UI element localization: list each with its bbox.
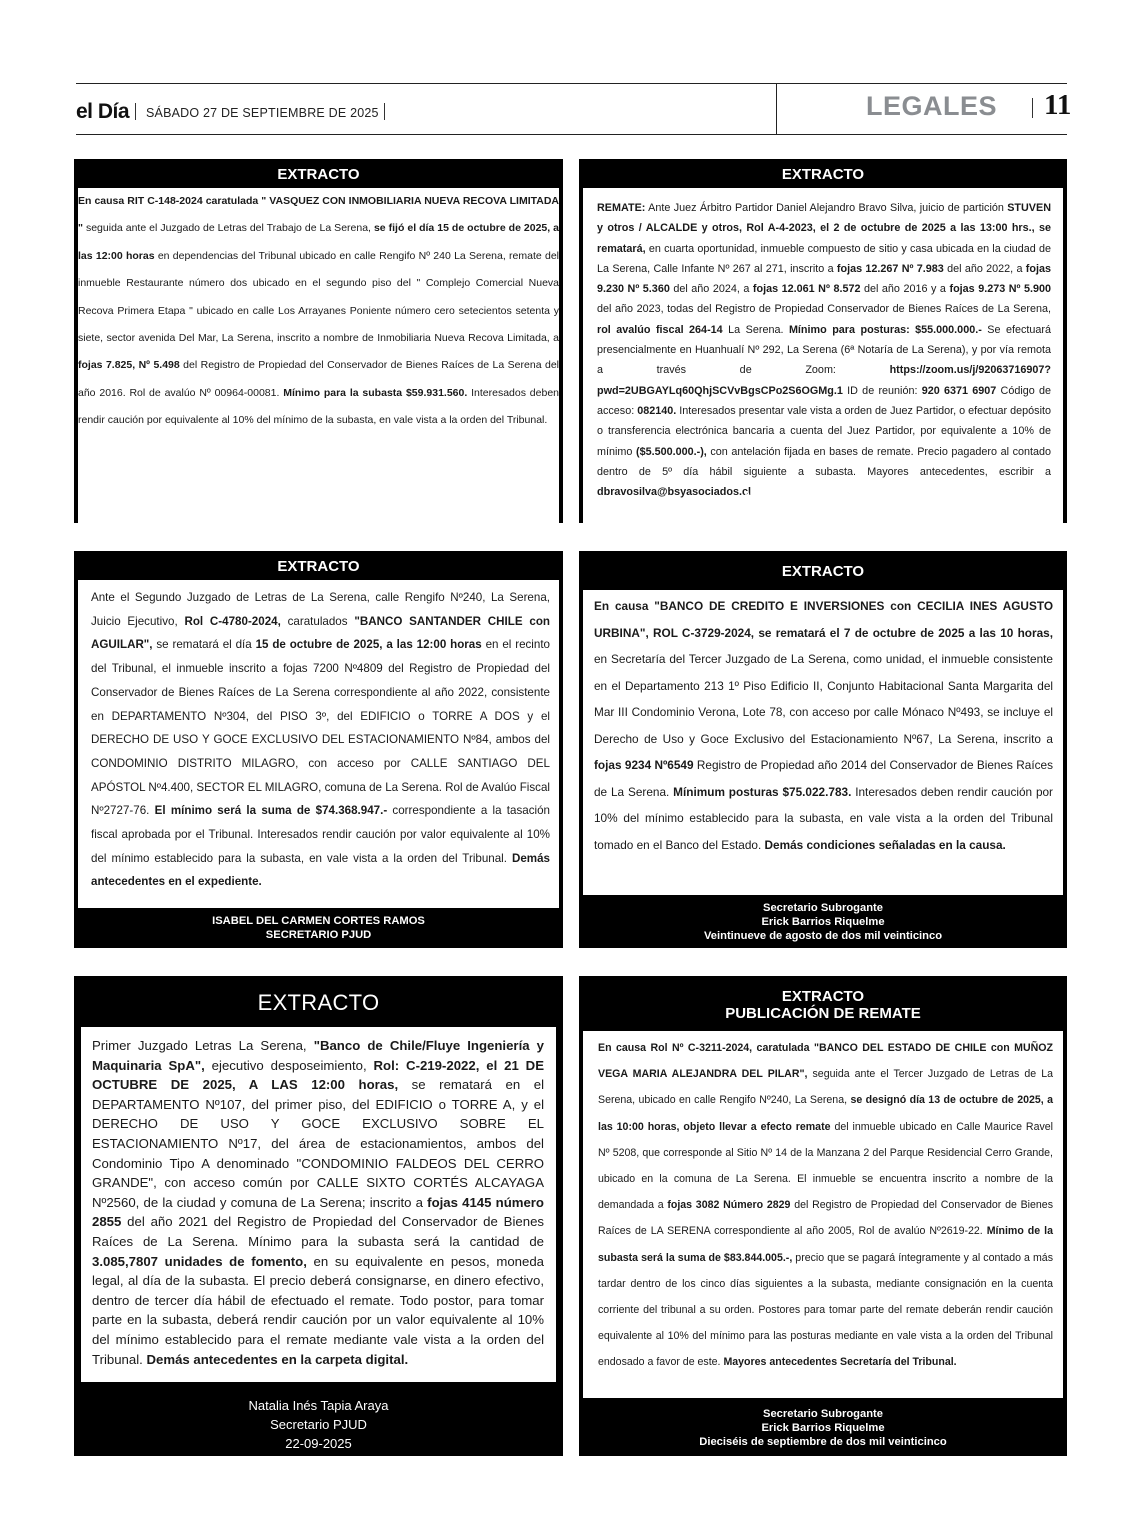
notice-box — [579, 976, 1067, 1456]
notice-box — [74, 976, 563, 1456]
header-bottom-rule — [76, 134, 1067, 135]
newspaper-logo: el Día — [76, 100, 130, 123]
signature-line: Alejandro Tomás Viada Ovalle — [743, 490, 903, 502]
header-separator — [1032, 98, 1033, 118]
signature-line: Secretario PJUD — [270, 1417, 367, 1432]
signature-line: Secretario Subrogante — [763, 1408, 883, 1420]
signature-line: 26-08-2025 — [794, 504, 852, 516]
page-number: 11 — [1044, 89, 1072, 121]
signature-line: 22-09-2025 — [285, 1436, 352, 1451]
signature-line: Erick Barrios Riquelme — [761, 916, 885, 928]
header-vertical-rule — [776, 84, 777, 134]
header-separator — [135, 103, 136, 120]
notice-box — [579, 551, 1067, 948]
notice-title: EXTRACTO — [257, 990, 380, 1015]
notice-signature — [74, 473, 563, 515]
notice-signature — [579, 1407, 1067, 1449]
notice-box — [74, 551, 563, 948]
signature-line: MARCELO ECHEVERRIA CASTRO — [227, 474, 410, 486]
signature-line: Uno de septiembre de dos mil veinticinco — [208, 502, 429, 514]
signature-line: Dieciséis de septiembre de dos mil veinticinco — [699, 1436, 947, 1448]
notice-body: En causa "BANCO DE CREDITO E INVERSIONES con CECILIA INES AGUSTO URBINA", ROL C-3729-2024, se rematará el 7 de octubre de 2025 a las 10 horas, en Secretaría del Tercer Juzgado de La Serena, como unidad, el inmueble consistente en el Departamento 213 1º Piso Edificio II, Conjunto Habitacional Santa Margarita del Mar III Condominio Verona, Lote 78, con acceso por calle Mónaco Nº493, se incluye el Derecho de Uso y Goce Exclusivo del Estacionamiento Nº67, La Serena, inscrito a fojas 9234 Nº6549 Registro de Propiedad año 2014 del Conservador de Bienes Raíces de La Serena. Mínimum posturas $75.022.783. Interesados deben rendir caución por 10% del mínimo establecido para la subasta, en vale vista a la orden del Tribunal tomado en el Banco del Estado. Demás condiciones señaladas en la causa. — [583, 590, 1063, 895]
signature-line: JEFE DE UNIDAD — [271, 488, 366, 500]
notice-title: EXTRACTO — [781, 166, 865, 183]
signature-line: Erick Barrios Riquelme — [761, 1422, 885, 1434]
notice-title: EXTRACTO — [277, 166, 360, 183]
signature-line: Natalia Inés Tapia Araya — [248, 1398, 389, 1413]
signature-line: SECRETARIO PJUD — [265, 929, 372, 941]
notice-signature — [579, 901, 1067, 943]
notice-title: EXTRACTO — [781, 563, 865, 580]
notice-body: En causa RIT C-148-2024 caratulada " VASQUEZ CON INMOBILIARIA NUEVA RECOVA LIMITADA " seguida ante el Juzgado de Letras del Trabajo de La Serena, se fijó el día 15 de octubre de 2025, a las 12:00 horas en dependencias del Tribunal ubicado en calle Rengifo Nº 240 La Serena, remate del inmueble Restaurante número dos ubicado en el segundo piso del " Complejo Comercial Nueva Recova Primera Etapa " ubicado en calle Los Arrayanes Poniente número cero setecientos setenta y siete, sector avenida Del Mar, La Serena, inscrito a nombre de Inmobiliaria Nueva Recova Limitada, a fojas 7.825, Nº 5.498 del Registro de Propiedad del Conservador de Bienes Raíces de La Serena del año 2016. Rol de avalúo Nº 00964-00081. Mínimo para la subasta $59.931.560. Interesados deben rendir caución por equivalente al 10% del mínimo de la subasta, en vale vista a la orden del Tribunal. — [78, 188, 559, 625]
notice-body: Primer Juzgado Letras La Serena, "Banco de Chile/Fluye Ingeniería y Maquinaria SpA", ejecutivo desposeimiento, Rol: C-219-2022, el 21 DE OCTUBRE DE 2025, A LAS 12:00 horas, se rematará en el DEPARTAMENTO Nº107, del primer piso, del EDIFICIO o TORRE A, y el DERECHO DE USO Y GOCE EXCLUSIVO SOBRE EL ESTACIONAMIENTO Nº17, del área de estacionamientos, ambos del Condominio Tipo A denominado "CONDOMINIO FALDEOS DEL CERRO GRANDE", con acceso común por CALLE SIXTO CORTÉS ALCAYAGA Nº2560, de la ciudad y comuna de La Serena; inscrito a fojas 4145 número 2855 del año 2021 del Registro de Propiedad del Conservador de Bienes Raíces de La Serena. Mínimo para la subasta será la cantidad de 3.085,7807 unidades de fomento, en su equivalente en pesos, moneda legal, al día de la subasta. El precio deberá consignarse, en dinero efectivo, dentro de tercer día hábil de efectuado el remate. Todo postor, para tomar parte en la subasta, deberá rendir caución por un valor equivalente al 10% del mínimo establecido para el remate mediante vale vista a la orden del Tribunal. Demás antecedentes en la carpeta digital. — [81, 1027, 556, 1382]
notice-box — [579, 159, 1067, 523]
header-separator — [384, 103, 385, 120]
notice-title: EXTRACTO — [277, 558, 360, 575]
notice-box — [74, 159, 563, 523]
signature-line: Veintinueve de agosto de dos mil veinticinco — [703, 930, 943, 942]
section-title: LEGALES — [866, 91, 998, 121]
notice-signature — [74, 914, 563, 942]
notice-subtitle: PUBLICACIÓN DE REMATE — [725, 1005, 921, 1022]
notice-body: REMATE: Ante Juez Árbitro Partidor Daniel Alejandro Bravo Silva, juicio de partición STUVEN y otros / ALCALDE y otros, Rol A-4-2023, el 2 de octubre de 2025 a las 13:00 hrs., se rematará, en cuarta oportunidad, inmueble compuesto de sitio y casa ubicada en la ciudad de La Serena, Calle Infante Nº 267 al 271, inscrito a fojas 12.267 Nº 7.983 del año 2022, a fojas 9.230 Nº 5.360 del año 2024, a fojas 12.061 Nº 8.572 del año 2016 y a fojas 9.273 Nº 5.900 del año 2023, todas del Registro de Propiedad Conservador de Bienes Raíces de La Serena, rol avalúo fiscal 264-14 La Serena. Mínimo para posturas: $55.000.000.- Se efectuará presencialmente en Huanhualí Nº 292, La Serena (6ª Notaría de La Serena), y por vía remota a través de Zoom: https://zoom.us/j/92063716907?pwd=2UBGAYLq60QhjSCVvBgsCPo2S6OGMg.1 ID de reunión: 920 6371 6907 Código de acceso: 082140. Interesados presentar vale vista a orden de Juez Partidor, o efectuar depósito o transferencia electrónica bancaria a cuenta del Juez Partidor, por equivalente a 10% de mínimo ($5.500.000.-), con antelación fijada en bases de remate. Precio pagadero al contado dentro de 5º día hábil siguiente a subasta. Mayores antecedentes, escribir a dbravosilva@bsyasociados.cl — [583, 188, 1063, 640]
notice-title: EXTRACTO — [781, 988, 865, 1005]
notice-title-block — [579, 988, 1067, 1022]
signature-line: Secretario Subrogante — [763, 902, 883, 914]
header-top-rule — [76, 83, 1067, 84]
notice-signature — [74, 1396, 563, 1453]
notice-body: Ante el Segundo Juzgado de Letras de La Serena, calle Rengifo Nº240, La Serena, Juicio Ejecutivo, Rol C-4780-2024, caratulados "BANCO SANTANDER CHILE con AGUILAR", se rematará el día 15 de octubre de 2025, a las 12:00 horas en el recinto del Tribunal, el inmueble inscrito a fojas 7200 Nº4809 del Registro de Propiedad del Conservador de Bienes Raíces de La Serena correspondiente al año 2022, consistente en DEPARTAMENTO Nº304, del PISO 3º, del EDIFICIO o TORRE A DOS y el DERECHO DE USO Y GOCE EXCLUSIVO DEL ESTACIONAMIENTO Nº84, ambos del CONDOMINIO DISTRITO MILAGRO, con acceso por CALLE SANTIAGO DEL APÓSTOL Nº4.400, SECTOR EL MILAGRO, comuna de La Serena. Rol de Avalúo Fiscal Nº2727-76. El mínimo será la suma de $74.368.947.- correspondiente a la tasación fiscal aprobada por el Tribunal. Interesados rendir caución por valor equivalente al 10% del mínimo establecido para la subasta, en vale vista a la orden del Tribunal. Demás antecedentes en el expediente. — [78, 580, 559, 908]
notice-body: En causa Rol Nº C-3211-2024, caratulada "BANCO DEL ESTADO DE CHILE con MUÑOZ VEGA MARIA ALEJANDRA DEL PILAR", seguida ante el Tercer Juzgado de Letras de La Serena, ubicado en calle Rengifo Nº240, La Serena, se designó día 13 de octubre de 2025, a las 10:00 horas, objeto llevar a efecto remate del inmueble ubicado en Calle Maurice Ravel Nº 5208, que corresponde al Sitio Nº 14 de la Manzana 2 del Parque Residencial Cerro Grande, ubicado en la comuna de La Serena. El inmueble se encuentra inscrito a nombre de la demandada a fojas 3082 Número 2829 del Registro de Propiedad del Conservador de Bienes Raíces de LA SERENA correspondiente al año 2005, Rol de avalúo Nº2619-22. Mínimo de la subasta será la suma de $83.844.005.-, precio que se pagará íntegramente y al contado a más tardar dentro de los cinco días siguientes a la subasta, mediante consignación en la cuenta corriente del tribunal a su orden. Postores para tomar parte del remate deberán rendir caución equivalente al 10% del mínimo para las posturas mediante en vale vista a la orden del Tribunal endosado a favor de este. Mayores antecedentes Secretaría del Tribunal. — [583, 1031, 1063, 1398]
issue-date: SÁBADO 27 DE SEPTIEMBRE DE 2025 — [146, 106, 379, 120]
signature-line: ISABEL DEL CARMEN CORTES RAMOS — [212, 915, 425, 927]
notice-signature — [579, 489, 1067, 517]
